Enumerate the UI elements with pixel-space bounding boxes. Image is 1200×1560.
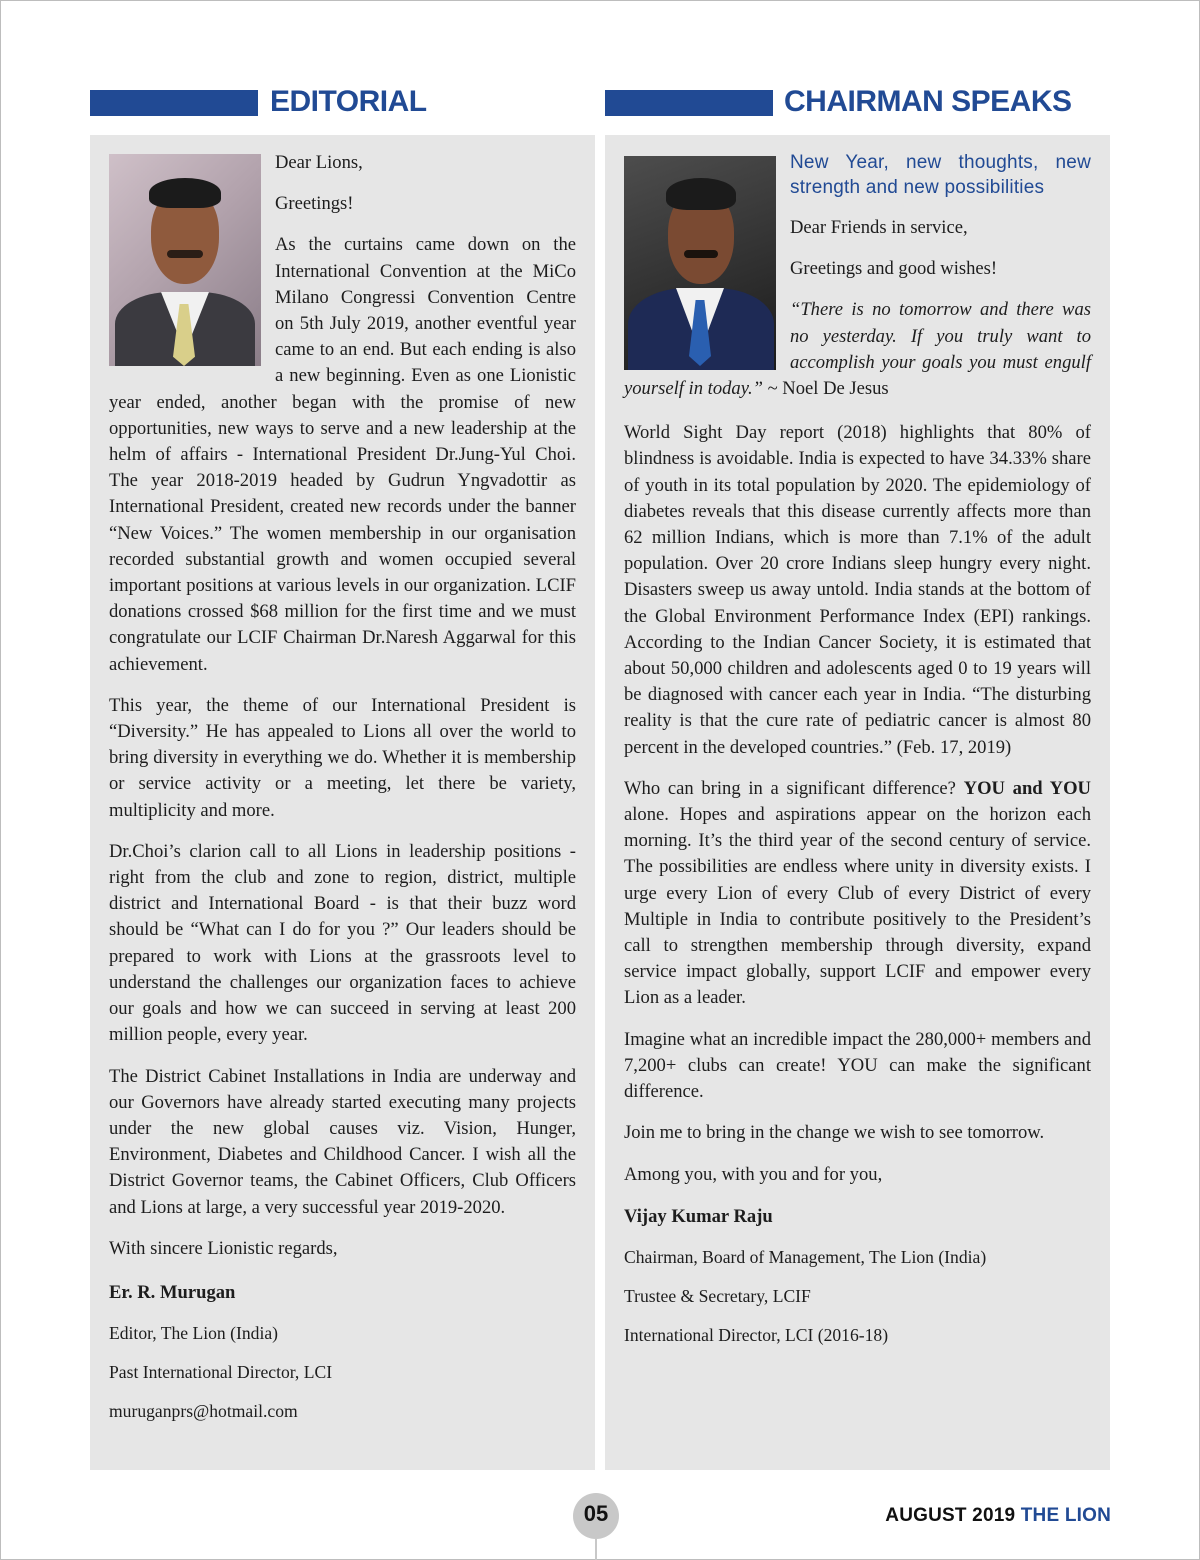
issue-date: AUGUST 2019 — [885, 1505, 1021, 1526]
paragraph-2-rest: alone. Hopes and aspirations appear on the horizon each morning. It’s the third year of the second century of service. The possibilities are endless where unity in diversity exists. I urge every Lion of every Club of every District of every Multiple in India to contribute positively to the President’s call to strengthen membership through diversity, expand service impact globally, support LCIF and empower every Lion as a leader. — [624, 804, 1091, 1009]
chairman-paragraph-2 — [624, 776, 1091, 1012]
quote-author: ~ Noel De Jesus — [762, 378, 889, 400]
chairman-header-bar — [605, 90, 773, 116]
page-number: 05 — [583, 1501, 609, 1526]
chairman-paragraph-4: Join me to bring in the change we wish to see tomorrow. — [624, 1122, 1045, 1144]
chairman-salutation: Dear Friends in service, — [790, 217, 968, 238]
paragraph-2-lead: Who can bring in a significant difference? — [624, 777, 964, 799]
editor-role: Editor, The Lion (India) — [109, 1323, 278, 1344]
chairman-paragraph-3: Imagine what an incredible impact the 280,000+ members and 7,200+ clubs can create! YOU can make the significant difference. — [624, 1028, 1091, 1103]
chairman-name: Vijay Kumar Raju — [624, 1205, 773, 1227]
chairman-subheading: New Year, new thoughts, new strength and new possibilities — [790, 152, 1091, 198]
magazine-name: THE LION — [1020, 1505, 1111, 1526]
editor-photo — [109, 154, 261, 366]
chairman-paragraph-1: World Sight Day report (2018) highlights that 80% of blindness is avoidable. India is expected to have 34.33% share of youth in its total population by 2020. The epidemiology of diabetes reveals that this disease currently affects more than 62 million Indians, which is more than 7.1% of the adult population. Over 20 crore Indians sleep hungry every night. Disasters sweep us away untold. India stands at the bottom of the Global Environment Performance Index (EPI) rankings. According to the Indian Cancer Society, it is estimated that about 50,000 children and adolescents aged 0 to 19 years will be diagnosed with cancer each year in India. “The disturbing reality is that the cure rate of pediatric cancer is almost 80 percent in the developed countries.” (Feb. 17, 2019) — [624, 422, 1091, 758]
chairman-signoff: Among you, with you and for you, — [624, 1163, 883, 1185]
chairman-column — [624, 150, 1091, 1362]
editorial-column — [109, 150, 576, 1438]
editorial-title: EDITORIAL — [270, 85, 427, 118]
page-number-stem — [595, 1539, 597, 1560]
issue-footer — [885, 1505, 1111, 1527]
editorial-greeting: Greetings! — [275, 193, 354, 215]
editorial-paragraph-1: As the curtains came down on the International Convention at the MiCo Milano Congressi Convention Centre on 5th July 2019, another eventful year came to an end. But each ending is also a new beginning. Even as one Lionistic year ended, another began with the promise of new opportunities, new ways to serve and a new leadership at the helm of affairs - International President Dr.Jung-Yul Choi. The year 2018-2019 headed by Gudrun Yngvadottir as International President, created new records under the banner “New Voices.” The women membership in our organisation recorded substantial growth and women occupied several important positions at various levels in our organization. LCIF donations crossed $68 million for the first time and we must congratulate our LCIF Chairman Dr.Naresh Aggarwal for this achievement. — [109, 234, 576, 675]
chairman-role: Chairman, Board of Management, The Lion (India) — [624, 1246, 987, 1267]
chairman-greeting: Greetings and good wishes! — [790, 258, 998, 280]
editor-email: muruganprs@hotmail.com — [109, 1401, 298, 1422]
editorial-paragraph-2: This year, the theme of our International President is “Diversity.” He has appealed to Lions all over the world to bring diversity in everything we do. Whether it is membership or service activity or a meeting, let there be variety, multiplicity and more. — [109, 694, 576, 821]
editorial-paragraph-3: Dr.Choi’s clarion call to all Lions in leadership positions - right from the club and zone to region, district, multiple district and International Board - is that their buzz word should be “What can I do for you ?” Our leaders should be prepared to work with Lions at the grassroots level to understand the challenges our organization faces to achieve our goals and how we can succeed in serving at least 200 million people, every year. — [109, 840, 576, 1046]
chairman-photo — [624, 156, 776, 370]
editorial-header-bar — [90, 90, 258, 116]
chairman-past-role: International Director, LCI (2016-18) — [624, 1324, 889, 1345]
editor-past-role: Past International Director, LCI — [109, 1362, 333, 1383]
editor-name: Er. R. Murugan — [109, 1281, 236, 1303]
chairman-title: CHAIRMAN SPEAKS — [784, 85, 1072, 118]
editorial-signoff: With sincere Lionistic regards, — [109, 1237, 338, 1259]
chairman-quote: “There is no tomorrow and there was no yesterday. If you truly want to accomplish your goals you must engulf yourself in today.” — [624, 299, 1091, 400]
chairman-trustee-role: Trustee & Secretary, LCIF — [624, 1285, 811, 1306]
editorial-salutation: Dear Lions, — [275, 152, 363, 173]
editorial-paragraph-4: The District Cabinet Installations in India are underway and our Governors have already started executing many projects under the new global causes viz. Vision, Hunger, Environment, Diabetes and Childhood Cancer. I wish all the District Governor teams, the Cabinet Officers, Club Officers and Lions at large, a very successful year 2019-2020. — [109, 1065, 576, 1218]
paragraph-2-emphasis: YOU and YOU — [963, 777, 1091, 799]
